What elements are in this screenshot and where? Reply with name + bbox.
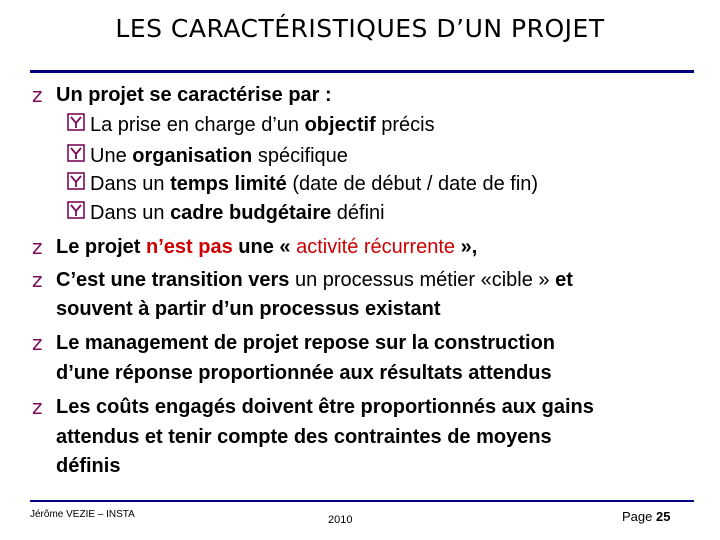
z-bullet-icon: z	[32, 268, 43, 292]
y-bullet-icon	[67, 113, 89, 131]
z-bullet-icon: z	[32, 331, 43, 355]
title-rule	[30, 70, 694, 73]
sub-bullet-2-bold: organisation	[132, 145, 253, 167]
bullet-2-text	[56, 235, 477, 259]
sub-bullet-1-bold: objectif	[304, 114, 376, 136]
footer-page-label: Page	[622, 509, 656, 524]
slide-title: LES CARACTÉRISTIQUES D’UN PROJET	[115, 14, 605, 43]
sub-bullet-4-pre: Dans un	[90, 202, 171, 224]
footer-year: 2010	[328, 514, 353, 526]
z-bullet-icon: z	[32, 395, 43, 419]
bullet-5-line-2: attendus et tenir compte des contraintes de moyens	[56, 426, 552, 448]
bullet-3-line-2: souvent à partir d’un processus existant	[56, 298, 441, 320]
sub-bullet-4-post: défini	[331, 202, 385, 224]
bullet-3-part-a: C’est une transition vers	[56, 269, 290, 291]
sub-bullet-3-bold: temps limité	[170, 173, 287, 195]
bullet-2-part-a: Le projet	[56, 236, 147, 258]
sub-bullet-2-post: spécifique	[252, 145, 348, 167]
z-bullet-icon: z	[32, 235, 43, 259]
sub-bullet-2	[90, 144, 348, 168]
y-bullet-icon	[67, 201, 89, 219]
bullet-5-line-1: Les coûts engagés doivent être proportionnés aux gains	[56, 396, 594, 418]
y-bullet-icon	[67, 172, 89, 190]
footer-page-number: 25	[655, 509, 671, 524]
bullet-2-part-d: activité récurrente	[296, 236, 456, 258]
bullet-2-part-b: n’est pas	[146, 236, 233, 258]
footer-page	[622, 509, 670, 524]
bullet-2-part-e: »,	[455, 236, 478, 258]
footer-rule	[30, 500, 694, 502]
bullet-2-part-c: une «	[232, 236, 297, 258]
sub-bullet-1	[90, 113, 435, 137]
sub-bullet-3-pre: Dans un	[90, 173, 171, 195]
sub-bullet-4	[90, 201, 385, 225]
sub-bullet-3	[90, 172, 538, 196]
bullet-4-line-2: d’une réponse proportionnée aux résultats attendus	[56, 362, 552, 384]
sub-bullet-3-post: (date de début / date de fin)	[286, 173, 539, 195]
bullet-3-part-c: et	[555, 269, 573, 291]
sub-bullet-1-pre: La prise en charge d’un	[90, 114, 305, 136]
bullet-4-line-1: Le management de projet repose sur la construction	[56, 332, 556, 354]
sub-bullet-1-post: précis	[375, 114, 435, 136]
z-bullet-icon: z	[32, 83, 43, 107]
y-bullet-icon	[67, 144, 89, 162]
sub-bullet-4-bold: cadre budgétaire	[170, 202, 332, 224]
bullet-3-line-1	[56, 268, 573, 292]
sub-bullet-2-pre: Une	[90, 145, 133, 167]
footer-author: Jérôme VEZIE – INSTA	[30, 509, 135, 520]
bullet-1-text: Un projet se caractérise par :	[56, 84, 332, 106]
bullet-5-line-3: définis	[56, 455, 121, 477]
bullet-3-part-b: un processus métier «cible »	[289, 269, 556, 291]
